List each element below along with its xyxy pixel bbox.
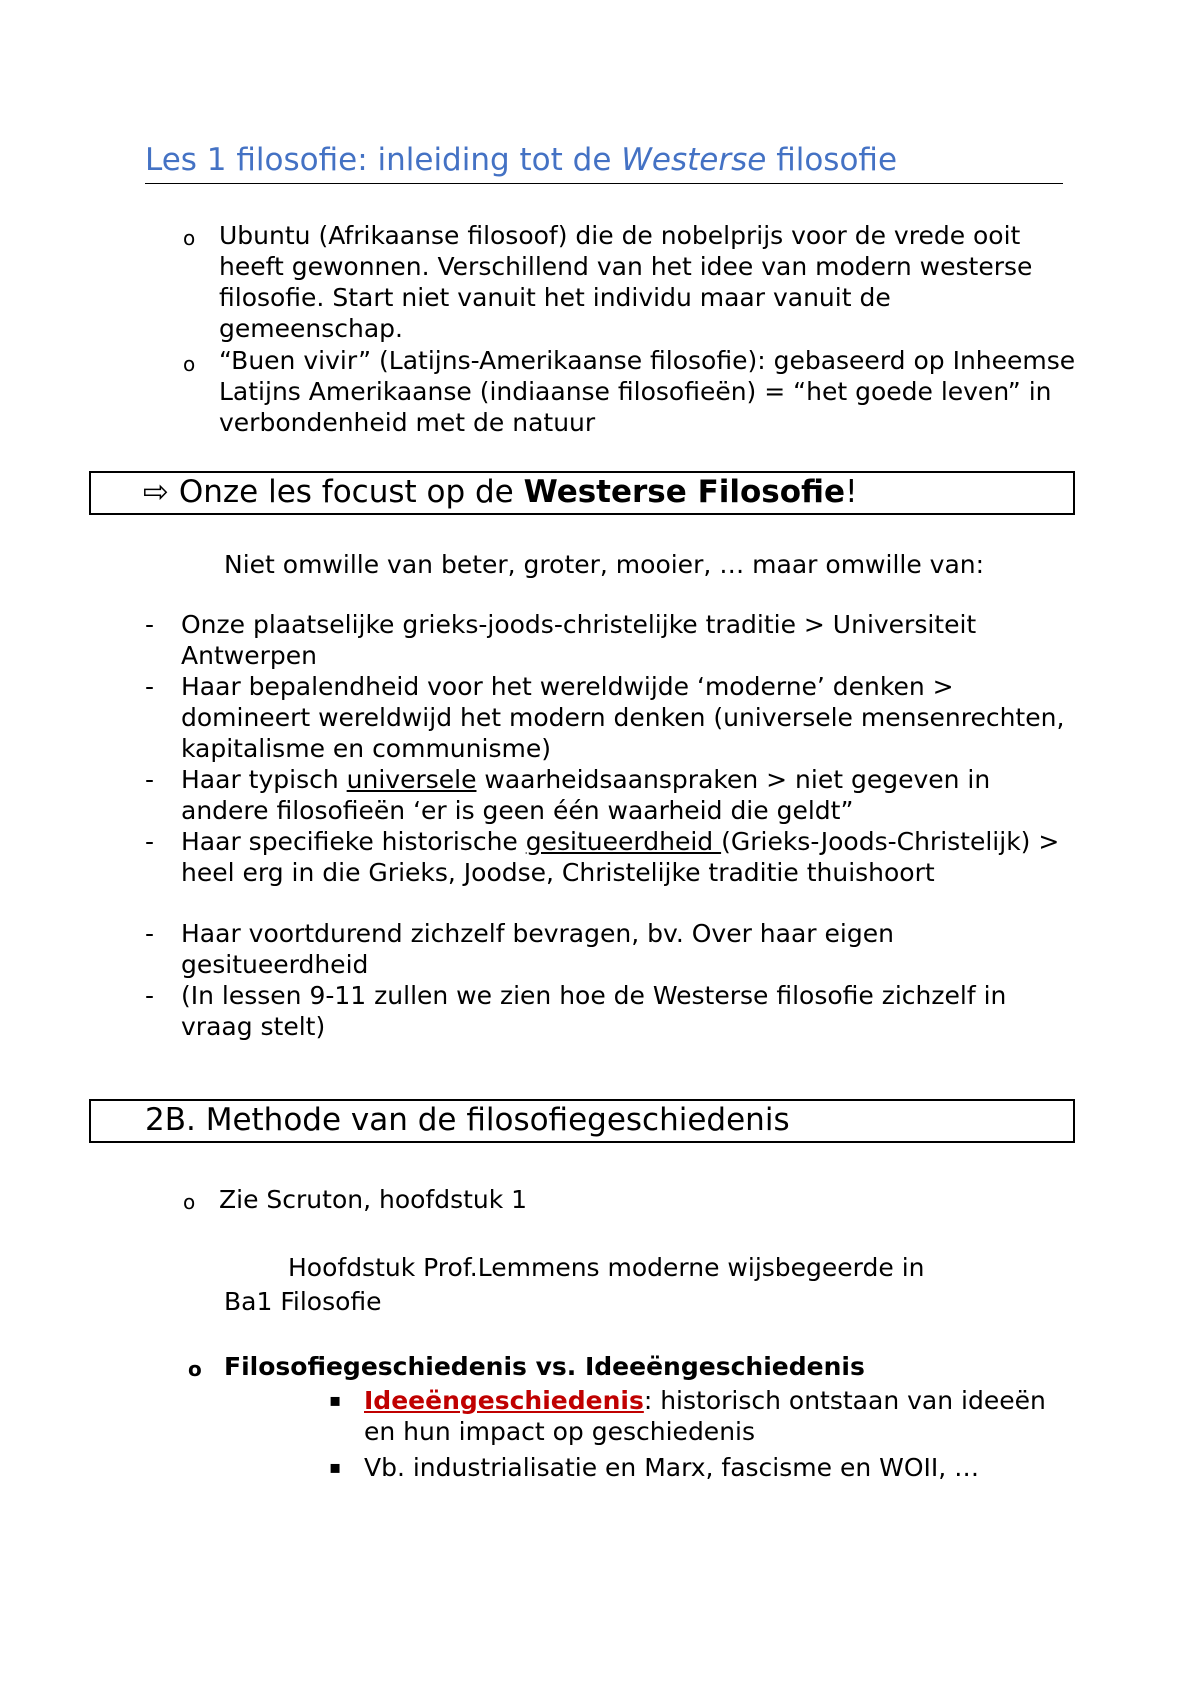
title-emphasis: Westerse [621, 142, 767, 178]
reason-item: Haar voortdurend zichzelf bevragen, bv. Over haar eigen gesitueerdheid [181, 919, 894, 979]
title-underline [145, 183, 1063, 184]
highlighted-term: Ideeëngeschiedenis [364, 1386, 644, 1415]
definition-item: Ideeëngeschiedenis: historisch ontstaan van ideeën en hun impact op geschiedenis [364, 1386, 1046, 1446]
bullet-marker: o [183, 1190, 196, 1214]
comparison-heading: Filosofiegeschiedenis vs. Ideeëngeschiedenis [224, 1352, 865, 1381]
reason-item: (In lessen 9-11 zullen we zien hoe de Westerse filosofie zichzelf in vraag stelt) [181, 981, 1007, 1041]
dash-marker: - [145, 610, 155, 639]
buen-vivir-paragraph: “Buen vivir” (Latijns-Amerikaanse filosofie): gebaseerd op Inheemse Latijns Amerikaanse (indiaanse filosofieën) = “het goede leven” in verbondenheid met de natuur [219, 346, 1076, 437]
bullet-marker: o [188, 1357, 202, 1381]
dash-marker: - [145, 981, 155, 1010]
square-bullet-icon: ▪ [329, 1457, 342, 1478]
reason-item: Onze plaatselijke grieks-joods-christelijke traditie > Universiteit Antwerpen [181, 610, 977, 670]
bullet-marker: o [183, 226, 196, 250]
lemmens-line-2: Ba1 Filosofie [224, 1287, 382, 1316]
arrow-right-icon: ⇨ [143, 474, 169, 510]
reason-item: Haar specifieke historische gesitueerdheid (Grieks-Joods-Christelijk) > heel erg in die Grieks, Joodse, Christelijke traditie thuishoort [181, 827, 1060, 887]
dash-marker: - [145, 827, 155, 856]
reason-item: Haar bepalendheid voor het wereldwijde ‘moderne’ denken > domineert wereldwijd het modern denken (universele mensenrechten, kapitalisme en communisme) [181, 672, 1065, 763]
reason-intro: Niet omwille van beter, groter, mooier, … maar omwille van: [224, 550, 985, 579]
example-item: Vb. industrialisatie en Marx, fascisme en WOII, … [364, 1453, 980, 1482]
section-heading: 2B. Methode van de filosofiegeschiedenis [145, 1102, 790, 1138]
focus-text: ⇨ Onze les focust op de Westerse Filosofie! [143, 474, 858, 510]
scruton-reference: Zie Scruton, hoofdstuk 1 [219, 1185, 528, 1214]
dash-marker: - [145, 765, 155, 794]
dash-marker: - [145, 672, 155, 701]
dash-marker: - [145, 919, 155, 948]
ubuntu-paragraph: Ubuntu (Afrikaanse filosoof) die de nobelprijs voor de vrede ooit heeft gewonnen. Verschillend van het idee van modern westerse filosofie. Start niet vanuit het individu maar vanuit de gemeenschap. [219, 221, 1033, 343]
lemmens-line-1: Hoofdstuk Prof.Lemmens moderne wijsbegeerde in [288, 1253, 925, 1282]
bullet-marker: o [183, 352, 196, 376]
page-title: Les 1 filosofie: inleiding tot de Westerse filosofie [145, 142, 898, 178]
reason-item: Haar typisch universele waarheidsaanspraken > niet gegeven in andere filosofieën ‘er is geen één waarheid die geldt” [181, 765, 991, 825]
square-bullet-icon: ▪ [329, 1390, 342, 1411]
